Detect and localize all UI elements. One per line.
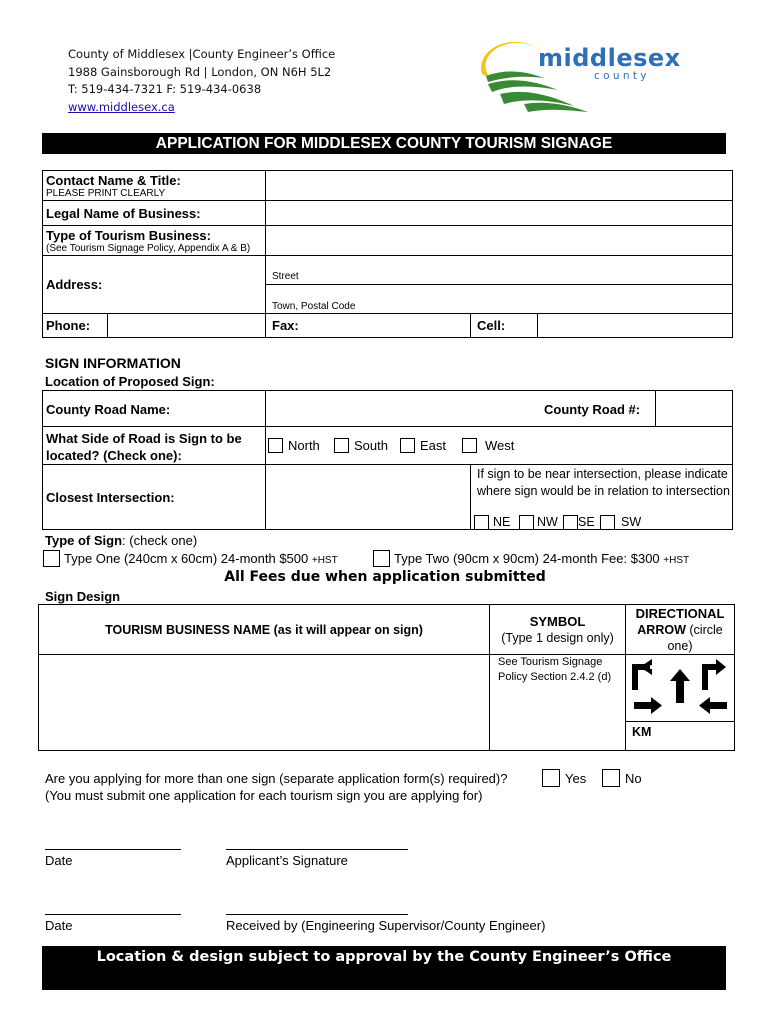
- type-one-hst: +HST: [311, 555, 338, 566]
- left-arrow-icon[interactable]: [699, 697, 727, 714]
- multiple-signs-note: (You must submit one application for each tourism sign you are applying for): [45, 788, 483, 803]
- directional-arrows-cell: [625, 654, 735, 722]
- symbol-field[interactable]: [489, 654, 626, 751]
- business-type-field[interactable]: [265, 225, 733, 256]
- sign-design-heading: Sign Design: [45, 589, 121, 604]
- road-side-label-cell: [42, 426, 266, 465]
- south-label: South: [354, 438, 388, 453]
- road-name-field[interactable]: [265, 390, 656, 427]
- fax-field[interactable]: [265, 313, 471, 338]
- type-one-option: [64, 551, 338, 566]
- east-label: East: [420, 438, 447, 453]
- road-name-label-cell: [42, 390, 266, 427]
- intersection-field[interactable]: [265, 464, 471, 530]
- form-title: APPLICATION FOR MIDDLESEX COUNTY TOURISM SIGNAGE: [42, 133, 726, 154]
- location-label: Location of Proposed Sign:: [45, 374, 215, 389]
- business-name-header: TOURISM BUSINESS NAME (as it will appear on sign): [105, 623, 423, 637]
- type-one-checkbox[interactable]: [43, 550, 60, 567]
- sign-type-label: Type of Sign: [45, 533, 123, 548]
- se-checkbox[interactable]: [563, 515, 578, 530]
- contact-name-field[interactable]: [265, 170, 733, 201]
- date-label-1: Date: [45, 853, 73, 868]
- intersection-quadrant-cell: [470, 464, 733, 530]
- business-name-header-cell: [38, 604, 490, 655]
- date-line-1[interactable]: [45, 849, 181, 850]
- sign-type-heading: [45, 533, 197, 548]
- symbol-header-cell: [489, 604, 626, 655]
- phone-label-cell: [42, 313, 108, 338]
- km-label: KM: [632, 725, 652, 739]
- west-label: West: [485, 438, 515, 453]
- fax-label: Fax:: [272, 318, 299, 333]
- address-label: Address:: [46, 277, 103, 292]
- west-checkbox[interactable]: [462, 438, 477, 453]
- legal-name-field[interactable]: [265, 200, 733, 226]
- north-checkbox[interactable]: [268, 438, 283, 453]
- type-two-option: [394, 551, 689, 566]
- cell-field[interactable]: [537, 313, 733, 338]
- south-checkbox[interactable]: [334, 438, 349, 453]
- east-checkbox[interactable]: [400, 438, 415, 453]
- office-phone-fax: T: 519-434-7321 F: 519-434-0638: [68, 82, 262, 96]
- nw-checkbox[interactable]: [519, 515, 534, 530]
- se-label: SE: [578, 515, 595, 529]
- address-label-cell: [42, 255, 266, 314]
- town-postal-field[interactable]: [265, 284, 733, 314]
- intersection-label-cell: [42, 464, 266, 530]
- print-clearly-note: PLEASE PRINT CLEARLY: [46, 188, 166, 199]
- date-label-2: Date: [45, 918, 73, 933]
- phone-field[interactable]: [107, 313, 266, 338]
- intersection-note: If sign to be near intersection, please indicate where sign would be in relation to intersection: [477, 467, 730, 498]
- legal-name-label: Legal Name of Business:: [46, 206, 201, 221]
- office-street-address: 1988 Gainsborough Rd | London, ON N6H 5L2: [68, 64, 332, 79]
- policy-note: See Tourism Signage Policy Section 2.4.2 (d): [498, 656, 612, 683]
- applicant-signature-line[interactable]: [226, 849, 408, 850]
- intersection-label: Closest Intersection:: [46, 490, 175, 505]
- right-turn-arrow-icon[interactable]: [702, 659, 726, 690]
- date-line-2[interactable]: [45, 914, 181, 915]
- cell-label: Cell:: [477, 318, 506, 333]
- applicant-signature-label: Applicant’s Signature: [226, 853, 348, 868]
- ne-checkbox[interactable]: [474, 515, 489, 530]
- business-name-field[interactable]: [38, 654, 490, 751]
- right-arrow-icon[interactable]: [634, 697, 662, 714]
- road-side-label: What Side of Road is Sign to be: [46, 431, 242, 446]
- business-type-note: (See Tourism Signage Policy, Appendix A & B): [46, 243, 251, 254]
- type-one-label: Type One (240cm x 60cm) 24-month $500: [64, 551, 309, 566]
- legal-name-label-cell: [42, 200, 266, 226]
- multiple-yes-label: Yes: [565, 771, 587, 786]
- sw-checkbox[interactable]: [600, 515, 615, 530]
- multiple-no-checkbox[interactable]: [602, 769, 620, 787]
- business-type-label-cell: [42, 225, 266, 256]
- road-name-label: County Road Name:: [46, 402, 171, 417]
- multiple-no-label: No: [625, 771, 642, 786]
- arrow-header-label: ARROW: [637, 623, 686, 637]
- logo-wordmark: middlesex: [538, 44, 681, 72]
- logo-county-text: c o u n t y: [594, 70, 647, 82]
- ne-label: NE: [493, 515, 511, 529]
- left-turn-arrow-icon[interactable]: [632, 659, 652, 690]
- fees-note: All Fees due when application submitted: [224, 569, 546, 585]
- arrow-header-line2: [626, 622, 734, 654]
- nw-label: NW: [537, 515, 558, 529]
- office-address-block: [68, 46, 335, 116]
- received-by-line[interactable]: [226, 914, 408, 915]
- type-two-checkbox[interactable]: [373, 550, 390, 567]
- sign-info-heading: SIGN INFORMATION: [45, 355, 181, 371]
- road-number-field[interactable]: [655, 390, 733, 427]
- contact-name-label-cell: [42, 170, 266, 201]
- type-two-hst: +HST: [663, 555, 690, 566]
- multiple-yes-checkbox[interactable]: [542, 769, 560, 787]
- contact-name-label: Contact Name & Title:: [46, 173, 181, 188]
- street-field[interactable]: [265, 255, 733, 285]
- middlesex-county-logo: [478, 42, 718, 114]
- road-number-label: County Road #:: [544, 402, 641, 417]
- footer-approval-note: Location & design subject to approval by the County Engineer’s Office: [96, 949, 672, 965]
- north-label: North: [288, 438, 320, 453]
- symbol-note: (Type 1 design only): [501, 631, 614, 645]
- received-by-label: Received by (Engineering Supervisor/County Engineer): [226, 918, 546, 933]
- km-field[interactable]: [625, 721, 735, 751]
- office-name: County of Middlesex |County Engineer’s Office: [68, 47, 336, 61]
- road-side-options: [265, 426, 733, 465]
- sign-type-instruction: : (check one): [122, 533, 198, 548]
- symbol-header: SYMBOL: [529, 614, 586, 629]
- arrow-header-cell: [625, 604, 735, 655]
- up-arrow-icon[interactable]: [670, 669, 690, 703]
- street-hint: Street: [272, 271, 299, 282]
- arrow-circle-note: (circle one): [667, 623, 723, 653]
- town-postal-hint: Town, Postal Code: [272, 301, 356, 312]
- multiple-signs-question: Are you applying for more than one sign (separate application form(s) required)?: [45, 771, 508, 786]
- sw-label: SW: [621, 515, 642, 529]
- business-type-label: Type of Tourism Business:: [46, 228, 211, 243]
- arrow-header: DIRECTIONAL: [635, 606, 725, 621]
- website-link[interactable]: www.middlesex.ca: [68, 99, 175, 114]
- type-two-label: Type Two (90cm x 90cm) 24-month Fee: $300: [394, 551, 660, 566]
- cell-label-cell: [470, 313, 538, 338]
- phone-label: Phone:: [46, 318, 91, 333]
- road-side-label-2: located? (Check one):: [46, 448, 182, 463]
